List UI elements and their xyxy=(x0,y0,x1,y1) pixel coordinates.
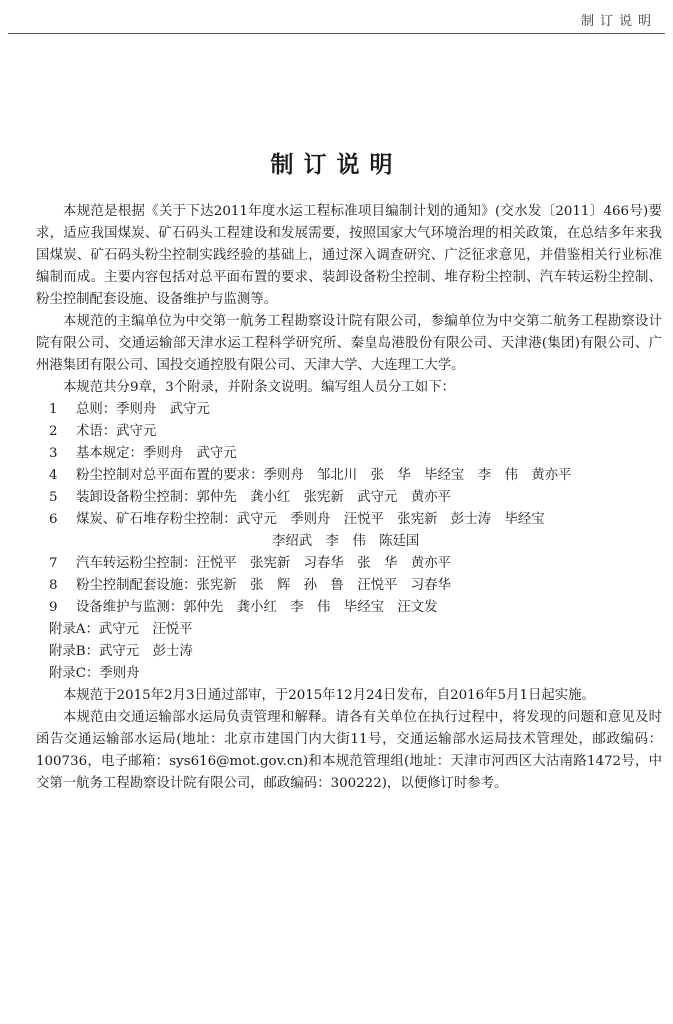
author-names: 季则舟 武守元 xyxy=(142,446,237,461)
chapter-title: 粉尘控制配套设施： xyxy=(76,578,197,593)
author-names: 武守元 xyxy=(116,424,157,439)
author-names: 武守元 彭士涛 xyxy=(99,644,193,659)
chapter-number: 4 xyxy=(49,468,58,483)
chapter-number: 8 xyxy=(49,578,58,593)
author-names: 武守元 季则舟 汪悦平 张宪新 彭士涛 毕经宝 xyxy=(236,512,545,527)
document-body xyxy=(36,201,662,795)
chapter-title: 基本规定： xyxy=(76,446,143,461)
assignment-item xyxy=(36,421,662,443)
page-title: 制订说明 xyxy=(270,152,403,178)
assignment-item xyxy=(36,465,662,487)
assignment-item xyxy=(36,553,662,575)
chapter-number: 6 xyxy=(49,512,58,527)
paragraph-contact: 本规范由交通运输部水运局负责管理和解释。请各有关单位在执行过程中，将发现的问题和意见及时函告交通运输部水运局(地址：北京市建国门内大街11号，交通运输部水运局技术管理处，邮政编码：100736，电子邮箱：sys616@mot.gov.cn)和本规范管理组(地址：天津市河西区大沽南路1472号，中交第一航务工程勘察设计院有限公司，邮政编码：300222)，以便修订时参考。 xyxy=(36,710,662,791)
paragraph-basis: 本规范是根据《关于下达2011年度水运工程标准项目编制计划的通知》(交水发〔2011〕466号)要求，适应我国煤炭、矿石码头工程建设和发展需要，按照国家大气环境治理的相关政策，在总结多年来我国煤炭、矿石码头粉尘控制实践经验的基础上，通过深入调查研究、广泛征求意见，并借鉴相关行业标准编制而成。主要内容包括对总平面布置的要求、装卸设备粉尘控制、堆存粉尘控制、汽车转运粉尘控制、粉尘控制配套设施、设备维护与监测等。 xyxy=(36,204,662,307)
chapter-title: 总则： xyxy=(76,402,117,417)
appendix-label: 附录B： xyxy=(49,644,100,659)
chapter-number: 7 xyxy=(49,556,58,571)
paragraph-units: 本规范的主编单位为中交第一航务工程勘察设计院有限公司，参编单位为中交第二航务工程勘察设计院有限公司、交通运输部天津水运工程科学研究所、秦皇岛港股份有限公司、天津港(集团)有限公司、广州港集团有限公司、国投交通控股有限公司、天津大学、大连理工大学。 xyxy=(36,314,662,373)
paragraph-structure: 本规范共分9章，3个附录，并附条文说明。编写组人员分工如下： xyxy=(63,380,455,395)
chapter-number: 1 xyxy=(49,402,58,417)
assignment-item xyxy=(36,399,662,421)
author-names: 季则舟 xyxy=(99,666,140,681)
appendix-assignment xyxy=(36,619,662,641)
chapter-title: 设备维护与监测： xyxy=(76,600,184,615)
chapter-title: 汽车转运粉尘控制： xyxy=(76,556,197,571)
chapter-number: 9 xyxy=(49,600,58,615)
assignment-item xyxy=(36,597,662,619)
author-names: 季则舟 武守元 xyxy=(116,402,210,417)
chapter-number: 3 xyxy=(49,446,58,461)
header-rule xyxy=(8,33,665,34)
chapter-number: 2 xyxy=(49,424,58,439)
assignment-item xyxy=(36,487,662,509)
author-names: 郭仲先 龚小红 张宪新 武守元 黄亦平 xyxy=(196,490,451,505)
chapter-title: 煤炭、矿石堆存粉尘控制： xyxy=(76,512,237,527)
appendix-label: 附录C： xyxy=(49,666,100,681)
author-names: 汪悦平 张宪新 习春华 张 华 黄亦平 xyxy=(196,556,451,571)
assignment-list xyxy=(36,399,662,619)
chapter-title: 装卸设备粉尘控制： xyxy=(76,490,197,505)
author-names-continuation: 李绍武 李 伟 陈廷国 xyxy=(272,534,420,549)
appendix-assignment xyxy=(36,641,662,663)
appendix-label: 附录A： xyxy=(49,622,99,637)
appendix-assignment xyxy=(36,663,662,685)
author-names: 武守元 汪悦平 xyxy=(98,622,193,637)
chapter-title: 术语： xyxy=(76,424,117,439)
assignment-item xyxy=(36,575,662,597)
author-names: 张宪新 张 辉 孙 鲁 汪悦平 习春华 xyxy=(196,578,451,593)
paragraph-dates: 本规范于2015年2月3日通过部审，于2015年12月24日发布，自2016年5月1日起实施。 xyxy=(63,688,595,703)
author-names: 季则舟 邹北川 张 华 毕经宝 李 伟 黄亦平 xyxy=(263,468,572,483)
assignment-item xyxy=(36,443,662,465)
chapter-title: 粉尘控制对总平面布置的要求： xyxy=(76,468,264,483)
running-header: 制订说明 xyxy=(580,14,657,29)
author-names: 郭仲先 龚小红 李 伟 毕经宝 汪文发 xyxy=(183,600,438,615)
assignment-item xyxy=(36,509,662,531)
chapter-number: 5 xyxy=(49,490,58,505)
